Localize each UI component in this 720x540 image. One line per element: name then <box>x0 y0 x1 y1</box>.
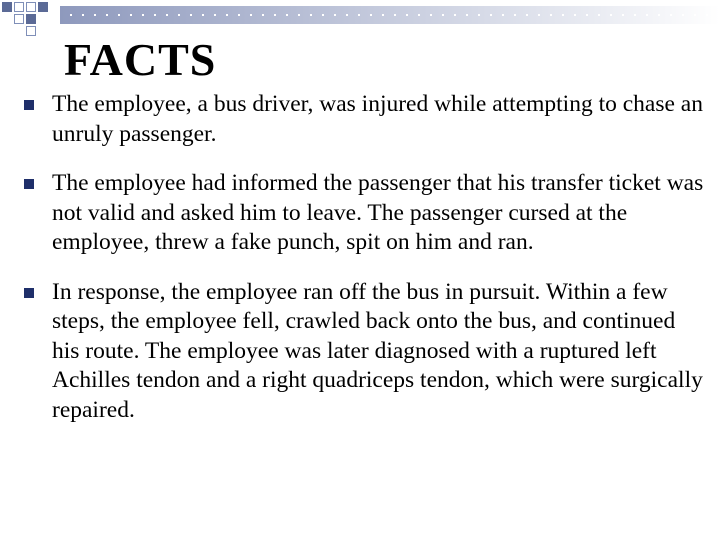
square-bullet-icon <box>24 288 34 298</box>
bullet-item <box>20 90 705 149</box>
bullet-text: The employee had informed the passenger that his transfer ticket was not valid and asked him to leave. The passenger cursed at the employee, threw a fake punch, spit on him and ran. <box>52 170 704 255</box>
bullet-text: In response, the employee ran off the bus in pursuit. Within a few steps, the employee fell, crawled back onto the bus, and continued his route. The employee was later diagnosed with a ruptured left Achilles tendon and a right quadriceps tendon, which were surgically repaired. <box>52 278 703 423</box>
header-decor-bar <box>60 6 720 24</box>
decor-square <box>14 14 24 24</box>
decor-square <box>26 2 36 12</box>
bullet-text: The employee, a bus driver, was injured while attempting to chase an unruly passenger. <box>52 91 703 147</box>
corner-decoration <box>0 0 60 50</box>
decor-square <box>14 2 24 12</box>
decor-square <box>26 26 36 36</box>
square-bullet-icon <box>24 100 34 110</box>
decor-square <box>38 2 48 12</box>
square-bullet-icon <box>24 179 34 189</box>
bullet-list <box>20 90 705 445</box>
decor-square <box>26 14 36 24</box>
decor-square <box>2 2 12 12</box>
bullet-item <box>20 278 705 426</box>
bullet-item <box>20 169 705 258</box>
slide-title: FACTS <box>64 34 217 85</box>
